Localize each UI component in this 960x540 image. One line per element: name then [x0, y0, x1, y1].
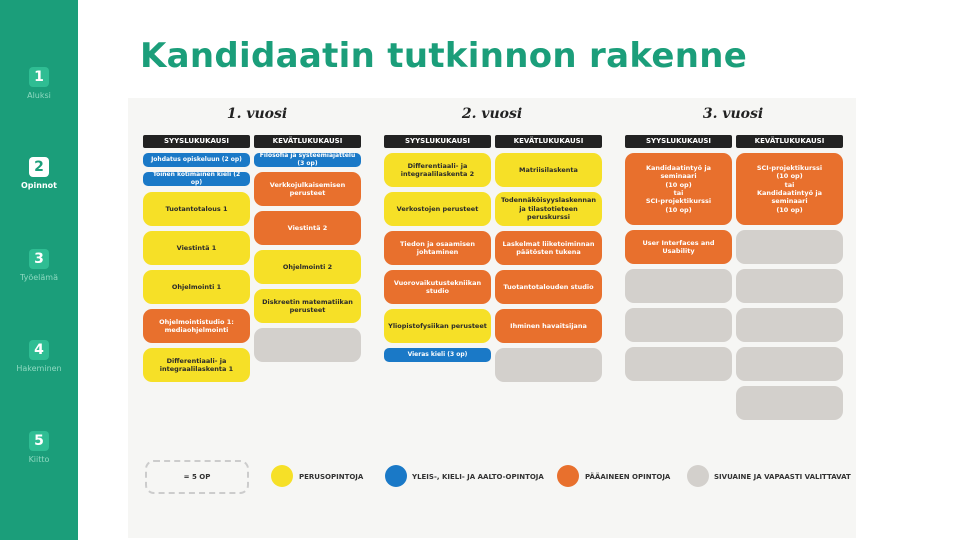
legend-grey-label: SIVUAINE JA VAPAASTI VALITTAVAT [714, 473, 851, 481]
course-card: Laskelmat liiketoiminnan päätösten tukena [495, 231, 602, 265]
course-card: Vieras kieli (3 op) [384, 348, 491, 362]
nav-step-kiitto[interactable] [0, 430, 78, 464]
course-card: Ihminen havaitsijana [495, 309, 602, 343]
step-number-badge: 1 [29, 67, 49, 87]
elective-slot [254, 328, 361, 362]
year-2-title: 2. vuosi [461, 106, 523, 122]
step-label: Hakeminen [16, 364, 62, 373]
legend-grey-swatch [687, 465, 709, 487]
course-card: Toinen kotimainen kieli (2 op) [143, 172, 250, 186]
step-label: Opinnot [21, 181, 57, 190]
course-card: Tuotantotalouden studio [495, 270, 602, 304]
elective-slot [625, 347, 732, 381]
year-3-title: 3. vuosi [702, 106, 764, 122]
course-card: SCI-projektikurssi (10 op) tai Kandidaatintyö ja seminaari (10 op) [736, 153, 843, 225]
year-1-title: 1. vuosi [226, 106, 288, 122]
course-card: Differentiaali- ja integraalilaskenta 1 [143, 348, 250, 382]
course-card: Tuotantotalous 1 [143, 192, 250, 226]
course-card: Filosofia ja systeemiajattelu (3 op) [254, 153, 361, 167]
elective-slot [736, 308, 843, 342]
year-3-spring-header: KEVÄTLUKUKAUSI [736, 135, 843, 148]
course-card: Ohjelmointi 1 [143, 270, 250, 304]
course-card: Ohjelmointistudio 1: mediaohjelmointi [143, 309, 250, 343]
course-card: Viestintä 1 [143, 231, 250, 265]
nav-step-opinnot[interactable] [0, 156, 78, 190]
course-card: Yliopistofysiikan perusteet [384, 309, 491, 343]
course-card: Tiedon ja osaamisen johtaminen [384, 231, 491, 265]
year-3-autumn-header: SYYSLUKUKAUSI [625, 135, 732, 148]
step-number-badge: 3 [29, 249, 49, 269]
elective-slot [495, 348, 602, 382]
step-label: Työelämä [19, 273, 58, 282]
step-number-badge: 5 [29, 431, 49, 451]
course-card: Verkkojulkaisemisen perusteet [254, 172, 361, 206]
year-2-autumn-header: SYYSLUKUKAUSI [384, 135, 491, 148]
step-number-badge: 2 [29, 157, 49, 177]
elective-slot [736, 230, 843, 264]
course-card: Johdatus opiskeluun (2 op) [143, 153, 250, 167]
year-2-spring-header: KEVÄTLUKUKAUSI [495, 135, 602, 148]
elective-slot [736, 386, 843, 420]
nav-step-aluksi[interactable] [0, 66, 78, 100]
course-card: Differentiaali- ja integraalilaskenta 2 [384, 153, 491, 187]
page-title: Kandidaatin tutkinnon rakenne [140, 36, 748, 76]
nav-step-hakeminen[interactable] [0, 339, 78, 373]
elective-slot [625, 308, 732, 342]
legend-orange-label: PÄÄAINEEN OPINTOJA [585, 473, 671, 481]
course-card: Ohjelmointi 2 [254, 250, 361, 284]
year-1-autumn-header: SYYSLUKUKAUSI [143, 135, 250, 148]
course-card: Todennäköisyyslaskennan ja tilastotieteen peruskurssi [495, 192, 602, 226]
legend-blue-label: YLEIS-, KIELI- JA AALTO-OPINTOJA [412, 473, 544, 481]
step-number-badge: 4 [29, 340, 49, 360]
course-card: User Interfaces and Usability [625, 230, 732, 264]
sidebar-nav [0, 0, 78, 540]
course-card: Vuorovaikutustekniikan studio [384, 270, 491, 304]
legend-yellow-swatch [271, 465, 293, 487]
step-label: Aluksi [27, 91, 51, 100]
course-card: Diskreetin matematiikan perusteet [254, 289, 361, 323]
elective-slot [625, 269, 732, 303]
course-card: Verkostojen perusteet [384, 192, 491, 226]
course-card: Viestintä 2 [254, 211, 361, 245]
elective-slot [736, 347, 843, 381]
step-label: Kiitto [28, 455, 50, 464]
legend-orange-swatch [557, 465, 579, 487]
legend-yellow-label: PERUSOPINTOJA [299, 473, 364, 481]
elective-slot [736, 269, 843, 303]
course-card: Matriisilaskenta [495, 153, 602, 187]
course-card: Kandidaatintyö ja seminaari (10 op) tai SCI-projektikurssi (10 op) [625, 153, 732, 225]
legend-credit-unit: = 5 OP [145, 460, 249, 494]
nav-step-tyoelama[interactable] [0, 248, 78, 282]
legend-blue-swatch [385, 465, 407, 487]
year-1-spring-header: KEVÄTLUKUKAUSI [254, 135, 361, 148]
